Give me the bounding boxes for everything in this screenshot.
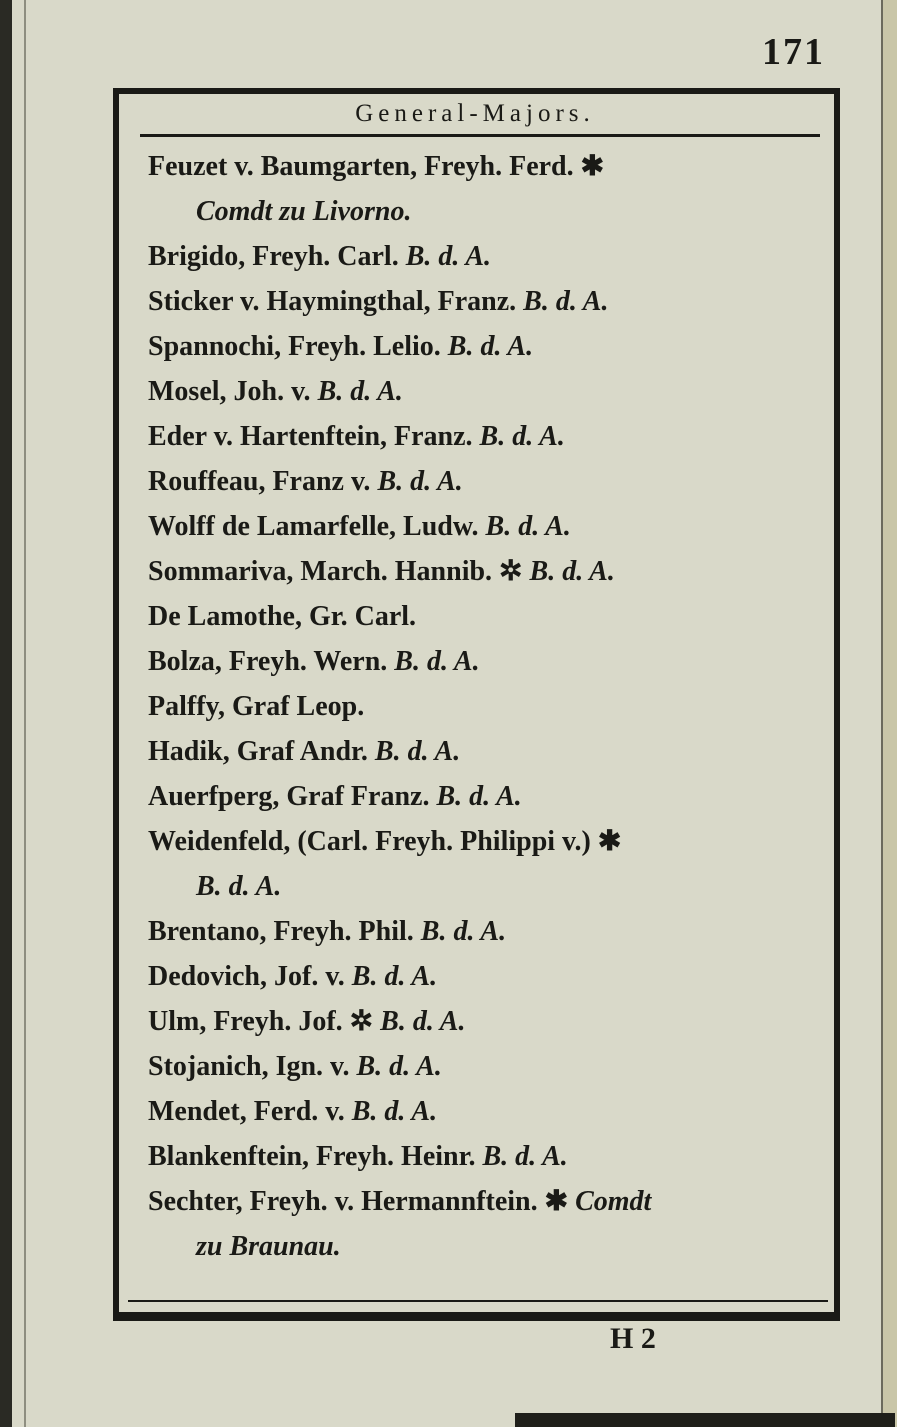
entry-line	[148, 1089, 828, 1134]
entry-line	[148, 234, 828, 279]
page-right-edge	[881, 0, 897, 1427]
entry-line	[148, 639, 828, 684]
entry-title: B. d. A.	[482, 1141, 568, 1172]
entry-name: Mosel, Joh. v.	[148, 376, 311, 407]
entry-line	[148, 594, 828, 639]
entry-title: B. d. A.	[447, 331, 534, 362]
entry-line	[148, 279, 828, 324]
entry-name: Rouffeau, Franz v.	[148, 466, 371, 497]
binding-line	[24, 0, 26, 1427]
entry-name: Dedovich, Jof. v.	[148, 961, 345, 992]
entry-title: B. d. A.	[351, 961, 438, 992]
entry-name: Hadik, Graf Andr.	[148, 736, 368, 767]
entry-name: Stojanich, Ign. v.	[148, 1051, 350, 1082]
entry-line	[148, 459, 828, 504]
entry-line	[148, 414, 828, 459]
entry-line	[148, 1134, 828, 1179]
entry-name: Weidenfeld, (Carl. Freyh. Philippi v.) ✱	[148, 826, 622, 857]
entry-line	[148, 909, 828, 954]
entry-line	[148, 864, 828, 909]
entry-name: Eder v. Hartenftein, Franz.	[148, 421, 473, 452]
signature-mark: H 2	[610, 1322, 656, 1355]
entry-name: Sticker v. Haymingthal, Franz.	[148, 286, 517, 317]
entry-line	[148, 999, 828, 1044]
heading-rule	[140, 134, 820, 137]
page-number: 171	[762, 31, 825, 73]
entry-title: B. d. A.	[380, 1006, 466, 1037]
entry-list	[148, 144, 828, 1269]
entry-title: B. d. A.	[374, 736, 461, 767]
entry-line	[148, 729, 828, 774]
entry-name: Brigido, Freyh. Carl.	[148, 241, 399, 272]
entry-line	[148, 954, 828, 999]
page-gutter-shadow	[0, 0, 12, 1427]
entry-title: B. d. A.	[394, 646, 480, 677]
entry-name: Ulm, Freyh. Jof. ✲	[148, 1006, 374, 1037]
entry-title: B. d. A.	[436, 781, 522, 812]
entry-title: Comdt zu Livorno.	[196, 196, 412, 227]
section-heading: General-Majors.	[355, 100, 595, 127]
entry-name: Mendet, Ferd. v.	[148, 1096, 345, 1127]
entry-name: De Lamothe, Gr. Carl.	[148, 601, 417, 632]
entry-name: Wolff de Lamarfelle, Ludw.	[148, 511, 479, 542]
entry-line	[148, 189, 828, 234]
entry-line	[148, 1179, 828, 1224]
entry-line	[148, 504, 828, 549]
entry-title: B. d. A.	[351, 1096, 438, 1127]
entry-name: Palffy, Graf Leop.	[148, 691, 365, 722]
entry-title: B. d. A.	[485, 511, 571, 542]
entry-title: B. d. A.	[317, 376, 403, 407]
entry-name: Bolza, Freyh. Wern.	[148, 646, 388, 677]
entry-line	[148, 774, 828, 819]
entry-name: Blankenftein, Freyh. Heinr.	[148, 1141, 476, 1172]
entry-title: zu Braunau.	[196, 1231, 341, 1262]
entry-title: Comdt	[575, 1186, 652, 1217]
entry-title: B. d. A.	[479, 421, 565, 452]
entry-title: B. d. A.	[356, 1051, 442, 1082]
entry-title: B. d. A.	[420, 916, 507, 947]
entry-line	[148, 549, 828, 594]
page-bottom-edge	[515, 1413, 895, 1427]
entry-name: Sechter, Freyh. v. Hermannftein. ✱	[148, 1186, 569, 1217]
frame-inner-rule	[128, 1300, 828, 1302]
entry-title: B. d. A.	[377, 466, 463, 497]
entry-line	[148, 324, 828, 369]
entry-name: Sommariva, March. Hannib. ✲	[148, 556, 523, 587]
entry-name: Auerfperg, Graf Franz.	[148, 781, 430, 812]
entry-title: B. d. A.	[529, 556, 615, 587]
entry-line	[148, 684, 828, 729]
entry-line	[148, 819, 828, 864]
entry-line	[148, 369, 828, 414]
entry-title: B. d. A.	[196, 871, 282, 902]
entry-name: Spannochi, Freyh. Lelio.	[148, 331, 441, 362]
entry-name: Feuzet v. Baumgarten, Freyh. Ferd. ✱	[148, 151, 605, 182]
entry-name: Brentano, Freyh. Phil.	[148, 916, 414, 947]
entry-line	[148, 1044, 828, 1089]
entry-title: B. d. A.	[405, 241, 491, 272]
entry-title: B. d. A.	[523, 286, 609, 317]
entry-line	[148, 1224, 828, 1269]
entry-line	[148, 144, 828, 189]
